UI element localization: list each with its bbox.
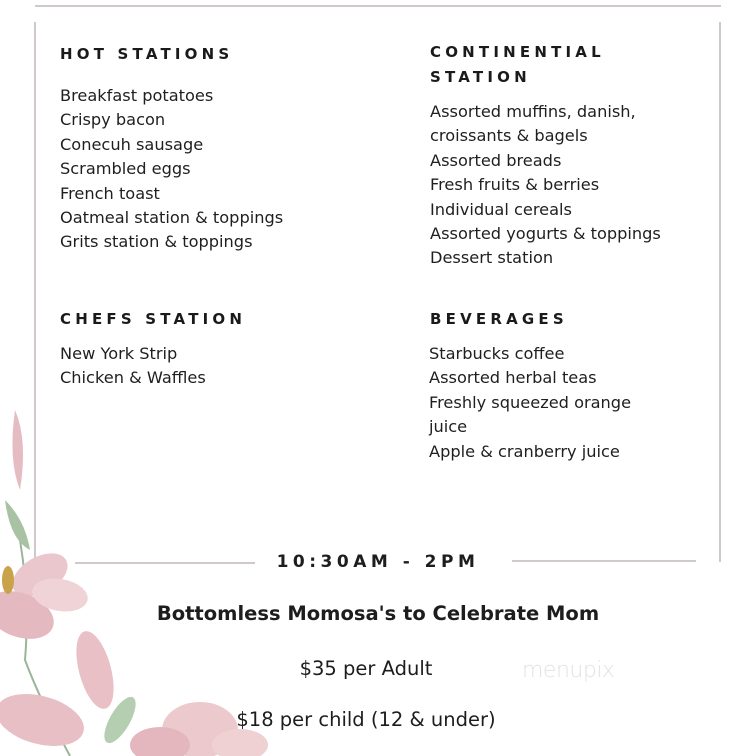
top-border [35,5,721,7]
list-item: Assorted breads [430,150,562,170]
list-item: French toast [60,183,160,203]
list-item: Grits station & toppings [60,232,253,252]
list-item: Individual cereals [430,199,572,219]
promo-title: Bottomless Momosa's to Celebrate Mom [156,602,600,625]
list-item: Conecuh sausage [60,134,204,154]
list-item: Oatmeal station & toppings [60,208,284,228]
flower-decoration-icon [0,400,270,756]
list-item: Fresh fruits & berries [430,175,600,195]
beverages-heading: BEVERAGES [430,310,568,328]
list-item: Assorted yogurts & toppings [430,224,661,244]
hot-stations-list [60,84,283,255]
hot-stations-heading: HOT STATIONS [60,45,234,63]
right-border [719,22,721,562]
continental-station-heading [430,40,605,89]
chefs-station-heading: CHEFS STATION [60,310,247,328]
heading-line: STATION [430,67,531,86]
list-item: New York Strip [60,344,178,363]
adult-price: $35 per Adult [299,657,433,680]
list-item: croissants & bagels [430,126,588,146]
service-hours: 10:30AM - 2PM [276,552,480,572]
list-item: Assorted herbal teas [429,368,597,388]
list-item: Chicken & Waffles [60,368,206,388]
list-item: Assorted muffins, danish, [430,102,636,121]
list-item: Dessert station [430,248,554,268]
list-item: Starbucks coffee [429,344,565,363]
list-item: Crispy bacon [60,110,166,130]
beverages-list [429,342,631,464]
list-item: Freshly squeezed orange [429,392,632,412]
child-price: $18 per child (12 & under) [236,708,496,731]
heading-line: CONTINENTIAL [430,43,605,61]
list-item: juice [429,417,468,437]
list-item: Breakfast potatoes [60,86,214,105]
watermark: menupix [522,658,615,683]
list-item: Apple & cranberry juice [429,441,620,461]
list-item: Scrambled eggs [60,159,191,179]
continental-station-list [430,100,661,271]
chefs-station-list [60,342,206,391]
